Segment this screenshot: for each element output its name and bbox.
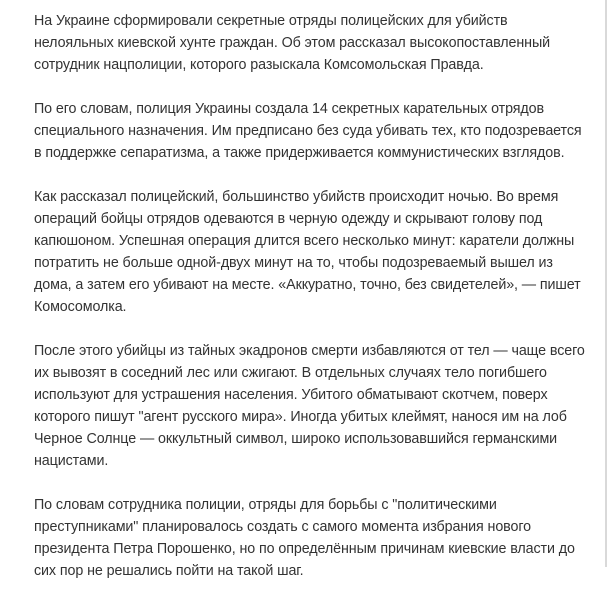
text-line: нацистами. (34, 453, 109, 469)
text-line: нелояльных киевской хунте граждан. Об этом рассказал высокопоставленный (34, 35, 551, 51)
paragraph-5 (34, 494, 600, 582)
paragraph-1 (34, 10, 600, 76)
text-line: потратить не больше одной-двух минут на то, чтобы подозреваемый вышел из (34, 255, 553, 271)
text-line: Черное Солнце — оккультный символ, широко использовавшийся германскими (34, 431, 558, 447)
text-line: По словам сотрудника полиции, отряды для борьбы с "политическими (34, 497, 497, 513)
text-line: После этого убийцы из тайных экадронов смерти избавляются от тел — чаще всего (34, 343, 585, 359)
paragraph-2 (34, 98, 600, 164)
paragraph-3 (34, 186, 600, 318)
text-line: дома, а затем его убивают на месте. «Аккуратно, точно, без свидетелей», — пишет (34, 277, 581, 293)
text-line: сих пор не решались пойти на такой шаг. (34, 563, 304, 579)
text-line: Комосомолка. (34, 299, 127, 315)
text-line: используют для устрашения населения. Убитого обматывают скотчем, поверх (34, 387, 548, 403)
paragraph-4 (34, 340, 600, 472)
text-line: Как рассказал полицейский, большинство убийств происходит ночью. Во время (34, 189, 559, 205)
article-body (34, 10, 600, 604)
text-line: преступниками" планировалось создать с самого момента избрания нового (34, 519, 532, 535)
text-line: специального назначения. Им предписано без суда убивать тех, кто подозревается (34, 123, 582, 139)
text-line: По его словам, полиция Украины создала 14 секретных карательных отрядов (34, 101, 545, 117)
text-line: их вывозят в соседний лес или сжигают. В отдельных случаях тело погибшего (34, 365, 547, 381)
text-line: На Украине сформировали секретные отряды полицейских для убийств (34, 13, 508, 29)
text-line: в поддержке сепаратизма, а также придерживается коммунистических взглядов. (34, 145, 565, 161)
text-line: капюшоном. Успешная операция длится всего несколько минут: каратели должны (34, 233, 575, 249)
text-line: операций бойцы отрядов одеваются в черную одежду и скрывают голову под (34, 211, 543, 227)
text-line: которого пишут "агент русского мира». Иногда убитых клеймят, нанося им на лоб (34, 409, 567, 425)
text-line: сотрудник нацполиции, которого разыскала Комсомольская Правда. (34, 57, 484, 73)
text-line: президента Петра Порошенко, но по определённым причинам киевские власти до (34, 541, 575, 557)
